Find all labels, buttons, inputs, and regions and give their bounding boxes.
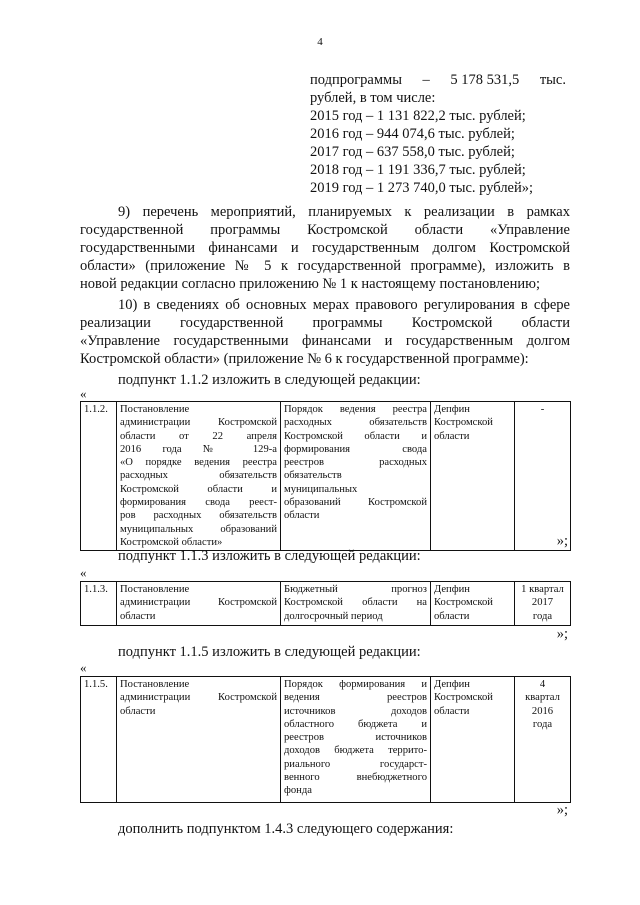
close-quote: »; bbox=[556, 626, 568, 642]
content-cell bbox=[281, 677, 431, 803]
cell-line: области bbox=[120, 610, 156, 622]
open-quote: « bbox=[80, 660, 87, 675]
cell-line: долгосрочный период bbox=[284, 610, 383, 622]
paragraph-9-line: государственной программы Костромской области «Управление bbox=[80, 222, 570, 238]
cell-line: расходных обязательств bbox=[284, 417, 427, 429]
subitem-heading: подпункт 1.1.2 изложить в следующей редакции: bbox=[118, 372, 421, 388]
year-line: 2019 год – 1 273 740,0 тыс. рублей»; bbox=[310, 180, 534, 196]
closing-line: дополнить подпунктом 1.4.3 следующего содержания: bbox=[118, 821, 454, 837]
intro-unit: тыс. bbox=[539, 72, 566, 88]
cell-line: Депфин bbox=[434, 404, 470, 415]
cell-line: фонда bbox=[284, 785, 312, 797]
cell-line: Порядок ведения реестра bbox=[284, 404, 427, 415]
year-line: 2015 год – 1 131 822,2 тыс. рублей; bbox=[310, 108, 526, 124]
paragraph-10-line: реализации государственной программы Костромской области bbox=[80, 315, 570, 331]
cell-line: формирования свода bbox=[284, 443, 427, 455]
close-quote: »; bbox=[556, 802, 568, 818]
cell-line: риального государст- bbox=[284, 758, 427, 770]
paragraph-10-line: «Управление государственными финансами и государственным долгом bbox=[80, 333, 570, 349]
year-line: 2017 год – 637 558,0 тыс. рублей; bbox=[310, 144, 515, 160]
cell-line: доходов бюджета террито- bbox=[284, 745, 427, 757]
cell-line: области от 22 апреля bbox=[120, 430, 277, 442]
measures-table-1-1-3 bbox=[80, 581, 571, 626]
cell-line: источников доходов bbox=[284, 705, 427, 717]
intro-line-2: рублей, в том числе: bbox=[310, 90, 436, 106]
paragraph-9-line: 9) перечень мероприятий, планируемых к реализации в рамках bbox=[118, 204, 570, 220]
paragraph-9-line: новой редакции согласно приложению № 1 к настоящему постановлению; bbox=[80, 276, 540, 292]
table-row bbox=[81, 582, 571, 626]
cell-line: венного внебюджетного bbox=[284, 772, 427, 784]
paragraph-9-line: государственными финансами и государственным долгом Костромской bbox=[80, 240, 570, 256]
cell-line: квартал bbox=[525, 692, 560, 704]
open-quote: « bbox=[80, 386, 87, 401]
subitem-heading: подпункт 1.1.3 изложить в следующей редакции: bbox=[118, 548, 421, 564]
intro-word: подпрограммы bbox=[310, 72, 402, 88]
cell-line: формирования свода реест- bbox=[120, 497, 277, 509]
cell-line: Костромской bbox=[434, 597, 493, 609]
cell-line: Костромской bbox=[434, 692, 493, 704]
cell-line: «О порядке ведения реестра bbox=[120, 457, 277, 469]
cell-line: Костромской области на bbox=[284, 597, 427, 609]
executor-cell bbox=[431, 402, 515, 551]
cell-line: администрации Костромской bbox=[120, 692, 277, 704]
subitem-heading: подпункт 1.1.5 изложить в следующей редакции: bbox=[118, 644, 421, 660]
year-line: 2016 год – 944 074,6 тыс. рублей; bbox=[310, 126, 515, 142]
cell-line: областного бюджета и bbox=[284, 718, 427, 730]
cell-line: области bbox=[434, 610, 470, 622]
cell-line: области bbox=[434, 430, 470, 442]
cell-line: области bbox=[284, 510, 320, 522]
cell-line: образований Костромской bbox=[284, 497, 427, 509]
paragraph-10-line: Костромской области» (приложение № 6 к государственной программе): bbox=[80, 351, 529, 367]
legal-act-cell bbox=[117, 677, 281, 803]
cell-line: администрации Костромской bbox=[120, 597, 277, 609]
cell-line: администрации Костромской bbox=[120, 417, 277, 429]
cell-line: ведения реестров bbox=[284, 692, 427, 704]
legal-act-cell bbox=[117, 402, 281, 551]
cell-line: Бюджетный прогноз bbox=[284, 584, 427, 595]
page-number: 4 bbox=[317, 36, 323, 48]
cell-line: расходных обязательств bbox=[120, 470, 277, 482]
close-quote: »; bbox=[556, 533, 568, 549]
item-number: 1.1.2. bbox=[81, 402, 117, 551]
cell-line: 2016 года № 129-а bbox=[120, 443, 277, 455]
cell-line: 4 bbox=[539, 679, 546, 690]
cell-line: муниципальных bbox=[284, 483, 358, 495]
cell-line: реестров источников bbox=[284, 732, 427, 744]
content-cell bbox=[281, 402, 431, 551]
cell-line: реестров расходных bbox=[284, 457, 427, 469]
measures-table-1-1-2 bbox=[80, 401, 571, 551]
legal-act-cell bbox=[117, 582, 281, 626]
cell-line: муниципальных образований bbox=[120, 523, 277, 535]
cell-line: области bbox=[434, 705, 470, 717]
cell-line: 2016 bbox=[531, 705, 554, 717]
table-row bbox=[81, 402, 571, 551]
content-cell bbox=[281, 582, 431, 626]
cell-line: обязательств bbox=[284, 470, 342, 482]
deadline-cell: - bbox=[515, 402, 571, 551]
intro-dash: – bbox=[422, 72, 430, 88]
open-quote: « bbox=[80, 565, 87, 580]
executor-cell bbox=[431, 677, 515, 803]
deadline-cell bbox=[515, 582, 571, 626]
table-row bbox=[81, 677, 571, 803]
item-number: 1.1.5. bbox=[81, 677, 117, 803]
cell-line: года bbox=[532, 610, 553, 622]
cell-line: Костромской области и bbox=[284, 430, 427, 442]
cell-line: Порядок формирования и bbox=[284, 679, 427, 690]
cell-line: Постановление bbox=[120, 679, 190, 690]
cell-line: года bbox=[532, 718, 553, 730]
cell-line: Костромской области» bbox=[120, 536, 223, 548]
paragraph-10-line: 10) в сведениях об основных мерах правового регулирования в сфере bbox=[118, 297, 570, 313]
measures-table-1-1-5 bbox=[80, 676, 571, 803]
paragraph-9-line: области» (приложение № 5 к государственной программе), изложить в bbox=[80, 258, 570, 274]
cell-line: Постановление bbox=[120, 584, 190, 595]
cell-line: Депфин bbox=[434, 584, 470, 595]
item-number: 1.1.3. bbox=[81, 582, 117, 626]
intro-line-1 bbox=[310, 71, 566, 89]
intro-total: 5 178 531,5 bbox=[450, 72, 520, 88]
cell-line: 1 квартал bbox=[521, 584, 564, 595]
cell-line: 2017 bbox=[531, 597, 554, 609]
deadline-cell bbox=[515, 677, 571, 803]
executor-cell bbox=[431, 582, 515, 626]
year-line: 2018 год – 1 191 336,7 тыс. рублей; bbox=[310, 162, 526, 178]
cell-line: области bbox=[120, 705, 156, 717]
cell-line: Постановление bbox=[120, 404, 190, 415]
cell-line: ров расходных обязательств bbox=[120, 510, 277, 522]
cell-line: Депфин bbox=[434, 679, 470, 690]
cell-line: Костромской области и bbox=[120, 483, 277, 495]
cell-line: Костромской bbox=[434, 417, 493, 429]
